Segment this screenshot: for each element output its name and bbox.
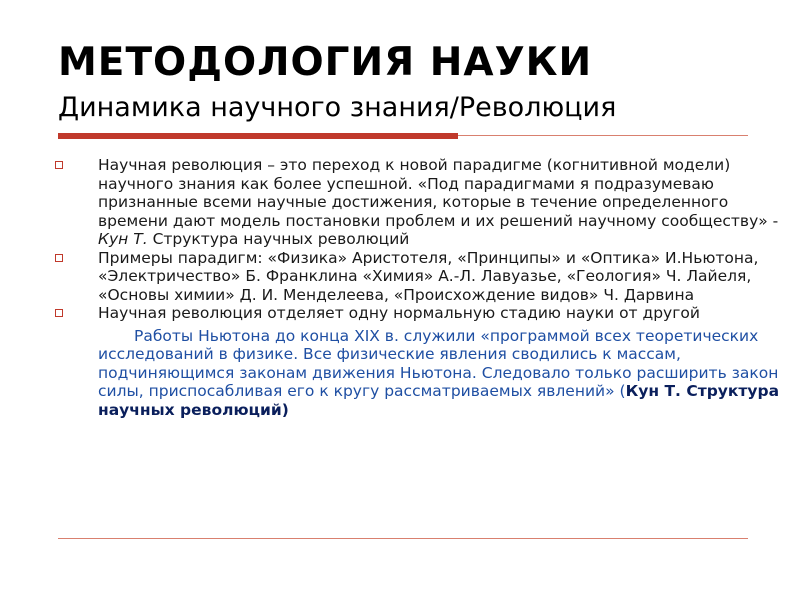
bullet-text: Научная революция – это переход к новой парадигме (когнитивной модели) научного знания как более успешной. «Под парадигмами я подразумеваю признанные всеми научные достижения, которые в течение определенного времени дают модель постановки проблем и их решений научному сообществу» -	[98, 156, 779, 230]
bullet-paragraph	[98, 156, 782, 249]
slide-subtitle: Динамика научного знания/Революция	[58, 92, 617, 123]
title-divider-thin	[458, 135, 748, 136]
bullet-author: Кун Т.	[98, 230, 148, 248]
slide-body	[52, 156, 782, 419]
bottom-divider	[58, 538, 748, 539]
bullet-text: Примеры парадигм: «Физика» Аристотеля, «Принципы» и «Оптика» И.Ньютона, «Электричество» Б. Франклина «Химия» А.-Л. Лавуазье, «Геология» Ч. Лайеля, «Основы химии» Д. И. Менделеева, «Происхождение видов» Ч. Дарвина	[98, 248, 759, 304]
quote-text: Работы Ньютона до конца XIX в. служили «программой всех теоретических исследований в физике. Все физические явления сводились к массам, подчиняющимся законам движения Ньютона. Следовало только расширить закон силы, приспосабливая его к кругу рассматриваемых явлений»	[98, 326, 779, 400]
title-divider-thick	[58, 133, 458, 139]
bullet-source: Структура научных революций	[147, 230, 410, 248]
title-divider	[58, 133, 748, 139]
quote-open-paren: (	[619, 382, 626, 400]
square-bullet-icon	[55, 161, 63, 169]
bullet-item	[52, 156, 782, 249]
bullet-item	[52, 304, 782, 323]
slide-title: МЕТОДОЛОГИЯ НАУКИ	[58, 40, 593, 85]
bullet-text: Научная революция отделяет одну нормальную стадию науки от другой	[98, 304, 700, 322]
quote-block	[98, 327, 782, 420]
square-bullet-icon	[55, 309, 63, 317]
bullet-item	[52, 249, 782, 305]
quote-citation: Кун Т. Структура научных революций)	[98, 382, 780, 419]
square-bullet-icon	[55, 254, 63, 262]
